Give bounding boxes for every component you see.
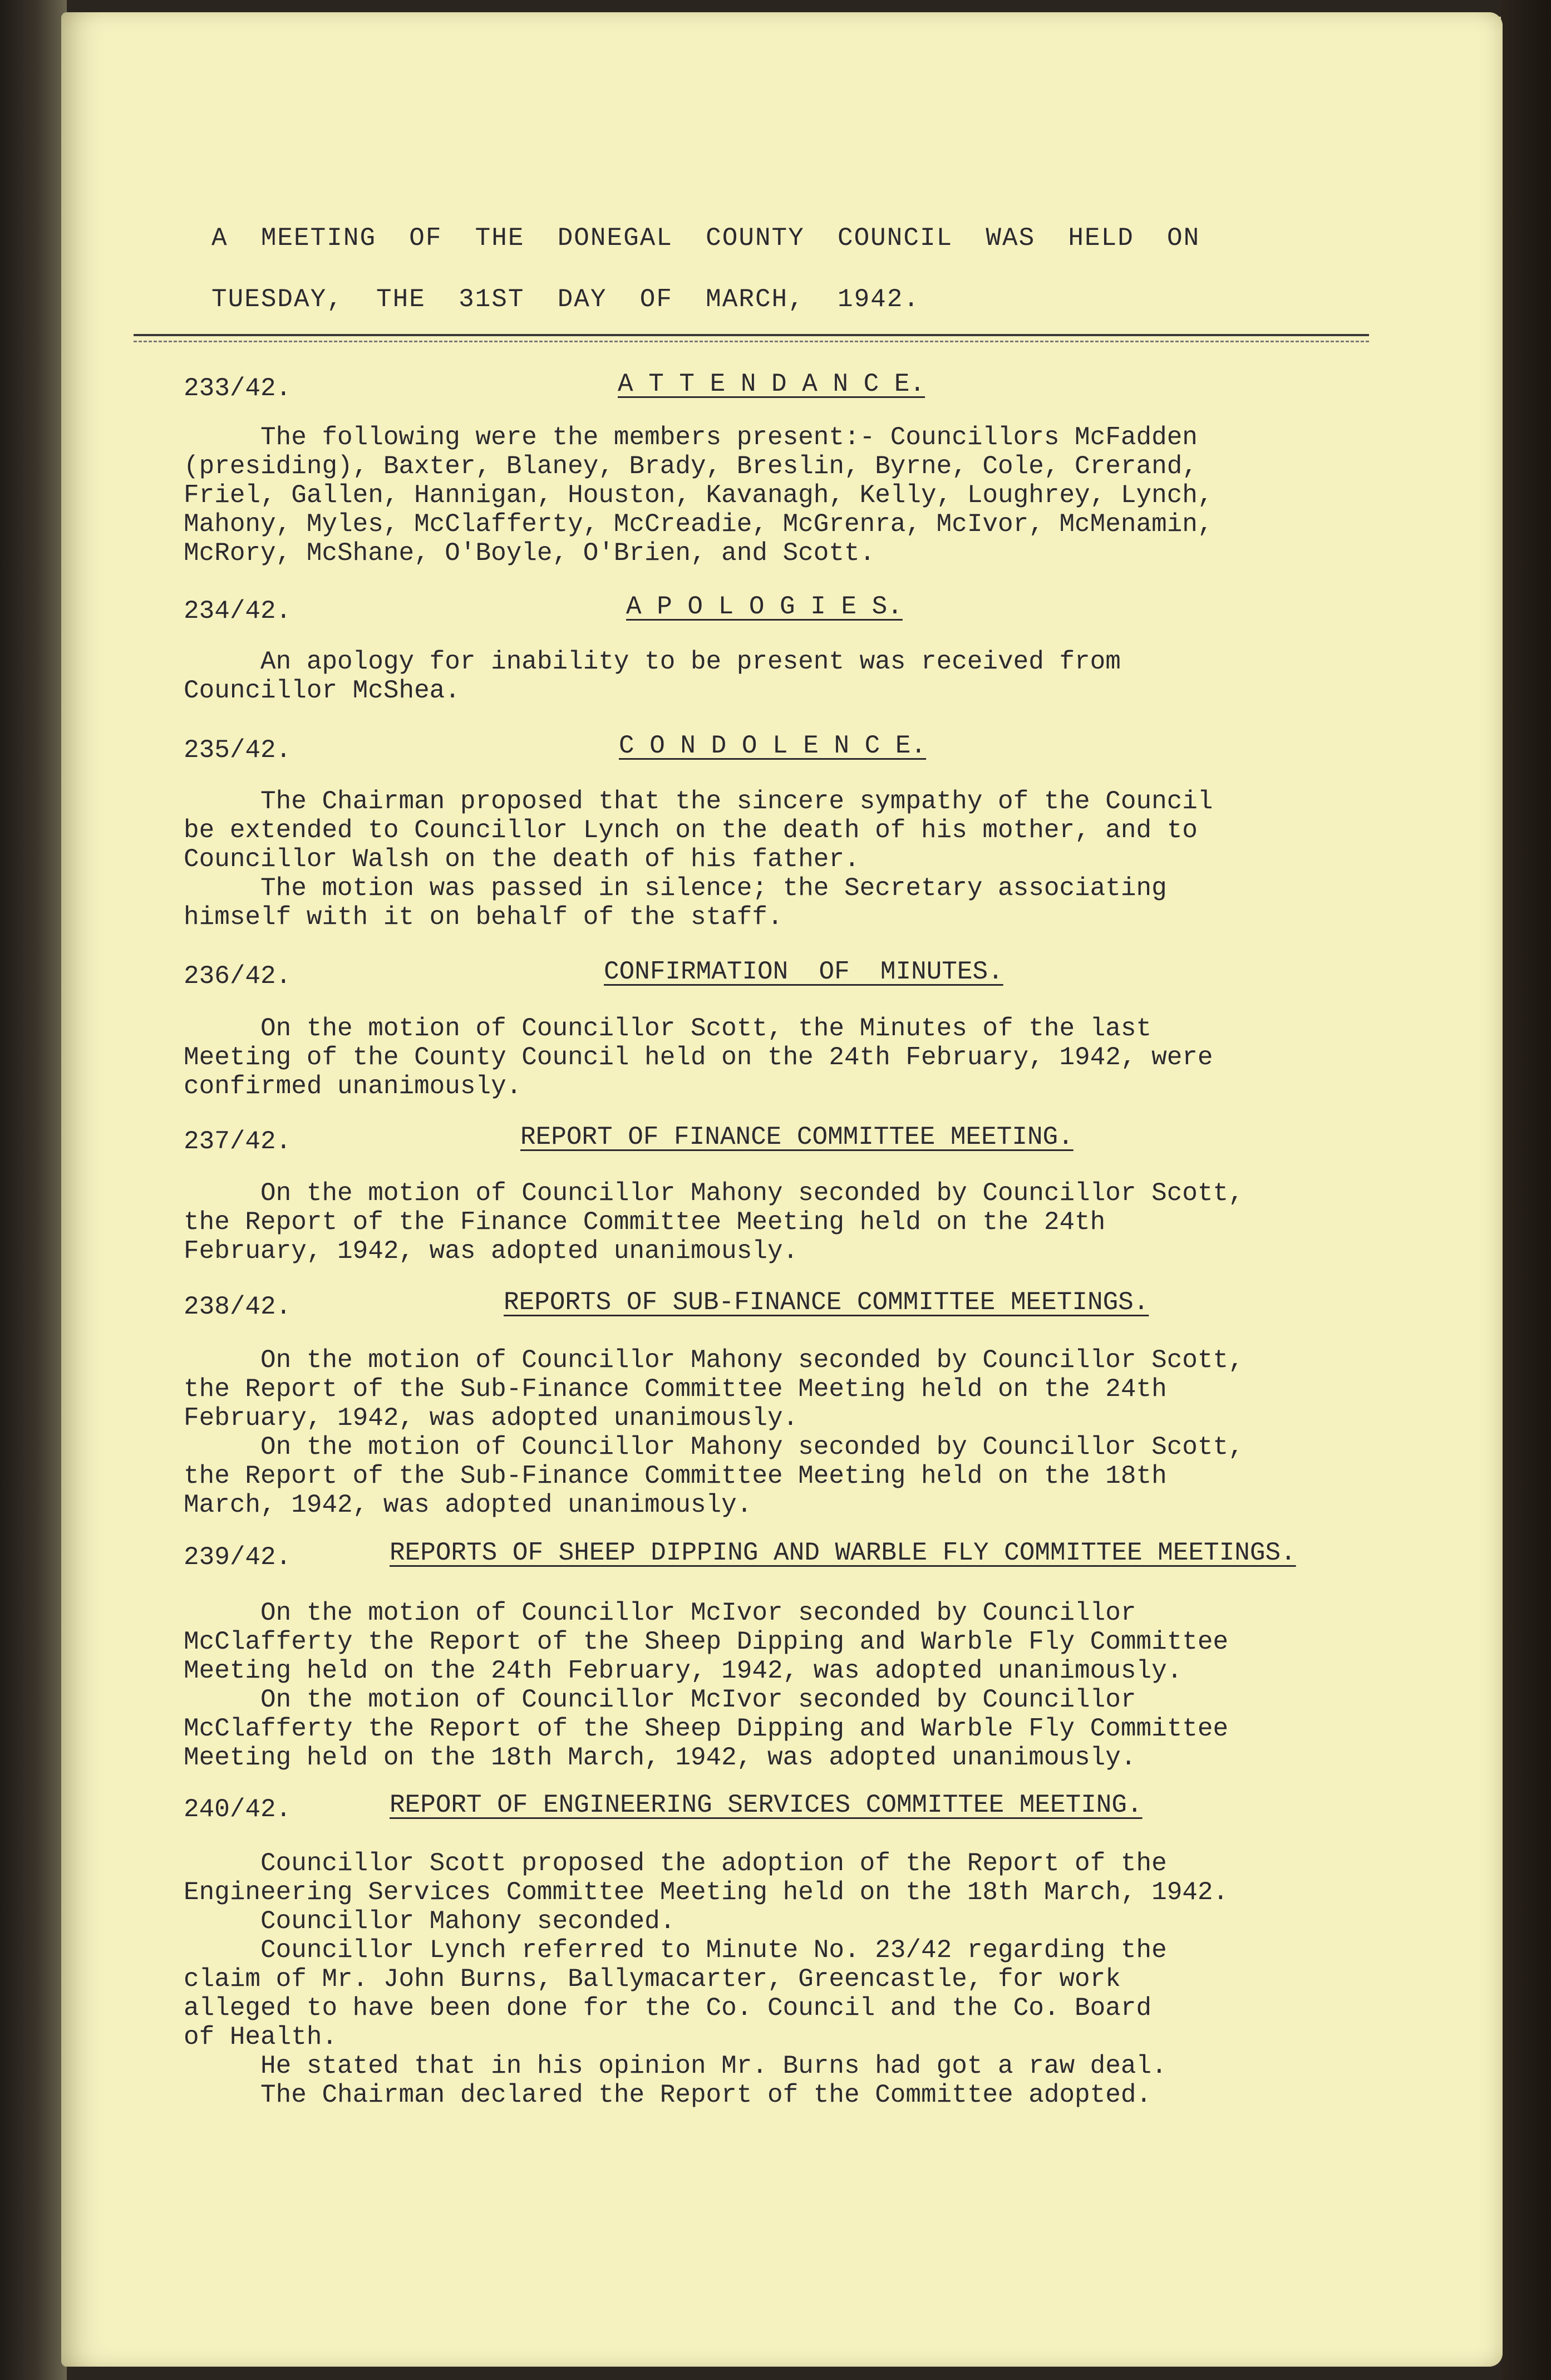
minute-text-line: The Chairman proposed that the sincere sympathy of the Council — [184, 787, 1213, 816]
minute-number: 238/42. — [184, 1292, 292, 1321]
minute-text-line: (presiding), Baxter, Blaney, Brady, Breslin, Byrne, Cole, Crerand, — [184, 452, 1198, 481]
minute-text-line: the Report of the Sub-Finance Committee Meeting held on the 18th — [184, 1462, 1167, 1491]
minute-number: 239/42. — [184, 1543, 292, 1572]
minute-text-line: Engineering Services Committee Meeting held on the 18th March, 1942. — [184, 1878, 1229, 1907]
minute-text-line: February, 1942, was adopted unanimously. — [184, 1237, 799, 1266]
minute-text-line: March, 1942, was adopted unanimously. — [184, 1491, 752, 1520]
minute-text-line: The motion was passed in silence; the Secretary associating — [184, 874, 1167, 903]
minute-number: 235/42. — [184, 736, 292, 765]
minute-text-line: On the motion of Councillor McIvor seconded by Councillor — [184, 1685, 1136, 1714]
minute-number: 236/42. — [184, 962, 292, 991]
minute-number: 237/42. — [184, 1127, 292, 1156]
minute-text-line: Meeting held on the 18th March, 1942, was adopted unanimously. — [184, 1743, 1136, 1772]
meeting-title-line-2: TUESDAY, THE 31ST DAY OF MARCH, 1942. — [211, 285, 920, 314]
header-rule — [134, 334, 1369, 336]
minute-text-line: alleged to have been done for the Co. Council and the Co. Board — [184, 1994, 1152, 2023]
minute-text-line: confirmed unanimously. — [184, 1072, 522, 1101]
minute-text-line: the Report of the Finance Committee Meeting held on the 24th — [184, 1208, 1106, 1237]
minute-text-line: The Chairman declared the Report of the Committee adopted. — [184, 2081, 1152, 2109]
minute-text-line: On the motion of Councillor Mahony seconded by Councillor Scott, — [184, 1433, 1244, 1462]
minute-text-line: February, 1942, was adopted unanimously. — [184, 1404, 799, 1433]
minute-text-line: Meeting held on the 24th February, 1942, was adopted unanimously. — [184, 1656, 1183, 1685]
minute-text-line: be extended to Councillor Lynch on the death of his mother, and to — [184, 816, 1198, 845]
minute-heading: REPORTS OF SUB-FINANCE COMMITTEE MEETINGS. — [504, 1288, 1149, 1317]
minute-text-line: claim of Mr. John Burns, Ballymacarter, Greencastle, for work — [184, 1965, 1121, 1994]
minute-text-line: McRory, McShane, O'Boyle, O'Brien, and Scott. — [184, 539, 875, 568]
minute-text-line: the Report of the Sub-Finance Committee Meeting held on the 24th — [184, 1375, 1167, 1404]
minute-text-line: of Health. — [184, 2023, 338, 2052]
minute-text-line: On the motion of Councillor Scott, the Minutes of the last — [184, 1014, 1152, 1043]
minute-text-line: Meeting of the County Council held on the 24th February, 1942, were — [184, 1043, 1213, 1072]
minute-text-line: McClafferty the Report of the Sheep Dipping and Warble Fly Committee — [184, 1714, 1229, 1743]
minute-text-line: Councillor Mahony seconded. — [184, 1907, 676, 1936]
minute-text-line: An apology for inability to be present was received from — [184, 647, 1121, 676]
minute-number: 240/42. — [184, 1795, 292, 1824]
minute-heading: REPORT OF FINANCE COMMITTEE MEETING. — [520, 1123, 1074, 1152]
minute-heading: REPORTS OF SHEEP DIPPING AND WARBLE FLY COMMITTEE MEETINGS. — [390, 1538, 1296, 1567]
minute-text-line: himself with it on behalf of the staff. — [184, 903, 783, 932]
minute-text-line: Friel, Gallen, Hannigan, Houston, Kavanagh, Kelly, Loughrey, Lynch, — [184, 481, 1213, 510]
minute-text-line: The following were the members present:- Councillors McFadden — [184, 423, 1198, 452]
minute-text-line: He stated that in his opinion Mr. Burns had got a raw deal. — [184, 2052, 1167, 2081]
minute-text-line: McClafferty the Report of the Sheep Dipping and Warble Fly Committee — [184, 1627, 1229, 1656]
minute-text-line: Councillor Scott proposed the adoption of the Report of the — [184, 1849, 1167, 1878]
minute-text-line: On the motion of Councillor McIvor seconded by Councillor — [184, 1599, 1136, 1627]
minute-heading: CONFIRMATION OF MINUTES. — [604, 957, 1003, 986]
minute-heading: REPORT OF ENGINEERING SERVICES COMMITTEE MEETING. — [390, 1791, 1143, 1820]
minute-heading: C O N D O L E N C E. — [619, 731, 927, 760]
minute-heading: A T T E N D A N C E. — [618, 370, 925, 399]
minute-text-line: Councillor McShea. — [184, 676, 460, 705]
book-cover-edge — [1501, 0, 1551, 2380]
minute-text-line: Councillor Lynch referred to Minute No. 23/42 regarding the — [184, 1936, 1167, 1965]
minute-heading: A P O L O G I E S. — [626, 592, 903, 621]
meeting-title-line-1: A MEETING OF THE DONEGAL COUNTY COUNCIL WAS HELD ON — [211, 224, 1200, 253]
minute-text-line: Mahony, Myles, McClafferty, McCreadie, McGrenra, McIvor, McMenamin, — [184, 510, 1213, 539]
minute-text-line: On the motion of Councillor Mahony seconded by Councillor Scott, — [184, 1346, 1244, 1375]
minute-number: 234/42. — [184, 597, 292, 626]
minute-number: 233/42. — [184, 374, 292, 403]
minute-text-line: On the motion of Councillor Mahony seconded by Councillor Scott, — [184, 1179, 1244, 1208]
header-rule-secondary — [134, 341, 1369, 342]
minute-text-line: Councillor Walsh on the death of his father. — [184, 845, 860, 874]
book-spine — [0, 0, 67, 2380]
